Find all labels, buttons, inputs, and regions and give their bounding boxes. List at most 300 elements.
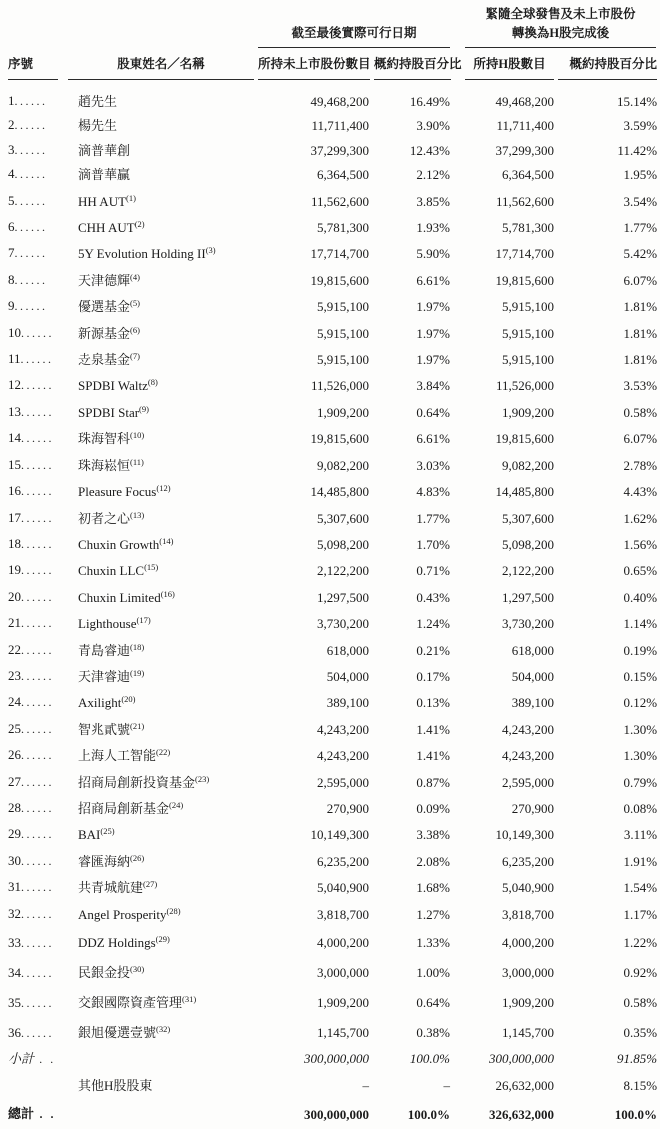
shareholders-table (8, 5, 658, 1129)
pct-after-cell: 1.56% (623, 536, 658, 552)
pct-after-cell: 0.08% (623, 800, 658, 816)
footnote-superscript: (26) (130, 852, 145, 863)
h-shares-cell: 2,595,000 (502, 774, 555, 790)
footnote-superscript: (6) (130, 324, 140, 335)
serial-cell: 36...... (8, 1025, 54, 1040)
name-cell (66, 926, 256, 956)
h-shares-cell: 326,632,000 (489, 1107, 555, 1122)
h-shares-cell: 1,297,500 (502, 589, 555, 605)
name-cell (66, 741, 256, 767)
pct-before-cell: 1.00% (416, 965, 451, 980)
unlisted-shares-cell: 14,485,800 (310, 484, 369, 500)
pct-after-cell: 3.54% (623, 193, 658, 209)
h-shares-cell: 3,730,200 (502, 616, 555, 632)
table-row (8, 80, 658, 113)
table-row (8, 239, 658, 265)
name-cell (66, 768, 256, 794)
unlisted-shares-cell: 389,100 (326, 695, 369, 711)
footnote-superscript: (25) (100, 826, 115, 837)
shareholder-name: 優選基金 (78, 299, 131, 315)
shareholder-name: BAI (78, 827, 101, 843)
unlisted-shares-cell: 2,595,000 (317, 774, 369, 790)
name-cell (66, 162, 256, 186)
footnote-superscript: (5) (130, 298, 140, 309)
serial-cell: 11...... (8, 351, 54, 367)
pct-after-cell: 6.07% (623, 431, 658, 447)
serial-cell: 6...... (8, 219, 48, 235)
h-shares-cell: 2,122,200 (502, 563, 555, 579)
name-cell (66, 1046, 256, 1073)
unlisted-shares-cell: 1,145,700 (317, 1025, 369, 1040)
h-shares-cell: 300,000,000 (489, 1051, 555, 1066)
h-shares-cell: 26,632,000 (495, 1077, 555, 1093)
h-shares-cell: 1,145,700 (502, 1025, 555, 1040)
shareholder-name: 趙先生 (78, 94, 118, 109)
serial-cell: 8...... (8, 271, 48, 287)
pct-before-cell: 12.43% (409, 142, 451, 158)
name-cell (66, 556, 256, 582)
name-cell (66, 715, 256, 741)
pct-before-cell: 3.85% (416, 193, 451, 209)
table-row (8, 138, 658, 162)
name-cell (66, 504, 256, 530)
shareholder-name: 5Y Evolution Holding II (78, 246, 206, 262)
footnote-superscript: (18) (130, 641, 145, 652)
h-shares-cell: 5,781,300 (502, 220, 555, 236)
unlisted-shares-cell: 1,909,200 (317, 995, 369, 1010)
unlisted-shares-cell: 5,915,100 (317, 299, 369, 315)
h-shares-cell: 14,485,800 (495, 484, 555, 500)
name-cell (66, 187, 256, 213)
pct-before-cell: 100.0% (407, 1107, 451, 1122)
table-row (8, 768, 658, 794)
pct-before-cell: 1.24% (416, 616, 451, 632)
column-header-row (8, 48, 658, 80)
h-shares-cell: 5,915,100 (502, 299, 555, 315)
pct-before-cell: 3.38% (416, 827, 451, 843)
footnote-superscript: (30) (130, 964, 145, 974)
shareholder-name: 招商局創新投資基金 (78, 774, 196, 790)
name-cell (66, 319, 256, 345)
pct-after-cell: 3.11% (623, 827, 658, 843)
footnote-superscript: (10) (130, 430, 145, 441)
serial-cell: 26...... (8, 747, 54, 763)
name-cell (66, 292, 256, 318)
shareholder-name: DDZ Holdings (78, 935, 156, 950)
group1-title: 截至最後實際可行日期 (291, 26, 417, 40)
shareholder-name: 交銀國際資產管理 (78, 995, 183, 1010)
table-row (8, 636, 658, 662)
pct-before-cell: 0.17% (416, 668, 451, 684)
pct-before-cell: 1.77% (416, 510, 451, 526)
unlisted-shares-cell: 19,815,600 (310, 431, 369, 447)
pct-before-cell: 1.70% (416, 536, 451, 552)
h-shares-cell: 618,000 (511, 642, 555, 658)
shareholder-name: 滴普華贏 (78, 167, 131, 183)
table-row (8, 504, 658, 530)
pct-before-cell: 1.41% (416, 721, 451, 737)
name-cell (66, 688, 256, 714)
shareholder-name: SPDBI Waltz (78, 378, 148, 394)
h-shares-cell: 3,818,700 (502, 906, 555, 922)
h-shares-cell: 19,815,600 (495, 272, 555, 288)
pct-after-cell: 0.15% (623, 668, 658, 684)
name-cell (66, 398, 256, 424)
shareholder-name: 青島睿迪 (78, 642, 131, 658)
name-cell (66, 873, 256, 899)
pct-after-cell: 3.53% (623, 378, 658, 394)
h-shares-cell: 6,235,200 (502, 853, 555, 869)
pct-after-cell: 91.85% (616, 1051, 658, 1066)
serial-cell: 33...... (8, 935, 54, 950)
pct-before-cell: 2.08% (416, 853, 451, 869)
pct-before-cell: 100.0% (409, 1051, 451, 1066)
pct-before-cell: 1.33% (416, 935, 451, 950)
unlisted-shares-cell: 11,526,000 (310, 378, 369, 394)
col-header-h-shares: 所持H股數目 (452, 48, 556, 80)
pct-before-cell: 1.41% (416, 748, 451, 764)
shareholder-name: 赱泉基金 (78, 352, 131, 368)
h-shares-cell: 1,909,200 (502, 995, 555, 1010)
name-cell (66, 1016, 256, 1046)
pct-after-cell: 2.78% (623, 457, 658, 473)
unlisted-shares-cell: 3,000,000 (317, 965, 369, 980)
footnote-superscript: (9) (139, 403, 149, 414)
unlisted-shares-cell: 5,307,600 (317, 510, 369, 526)
col-header-unlisted-shares: 所持未上市股份數目 (256, 48, 372, 80)
shareholder-name: Chuxin LLC (78, 563, 145, 579)
shareholder-name: SPDBI Star (78, 404, 140, 420)
shareholder-name: HH AUT (78, 193, 127, 209)
serial-cell: 14...... (8, 430, 54, 446)
pct-before-cell: 2.12% (416, 167, 451, 183)
pct-after-cell: 0.65% (623, 563, 658, 579)
name-cell (66, 477, 256, 503)
name-cell (66, 138, 256, 162)
name-cell (66, 847, 256, 873)
unlisted-shares-cell: 9,082,200 (317, 457, 369, 473)
pct-after-cell: 0.40% (623, 589, 658, 605)
pct-after-cell: 5.42% (623, 246, 658, 262)
footnote-superscript: (4) (130, 271, 140, 282)
pct-after-cell: 0.12% (623, 695, 658, 711)
pct-after-cell: 0.35% (623, 1025, 658, 1040)
pct-before-cell: 6.61% (416, 272, 451, 288)
serial-cell: 21...... (8, 615, 54, 631)
unlisted-shares-cell: 5,040,900 (317, 880, 369, 896)
pct-before-cell: – (443, 1077, 451, 1093)
serial-cell: 23...... (8, 667, 54, 683)
table-row (8, 847, 658, 873)
pct-before-cell: 0.64% (416, 404, 451, 420)
unlisted-shares-cell: 2,122,200 (317, 563, 369, 579)
pct-after-cell: 0.79% (623, 774, 658, 790)
unlisted-shares-cell: 5,098,200 (317, 536, 369, 552)
h-shares-cell: 389,100 (511, 695, 555, 711)
serial-cell: 2...... (8, 117, 48, 133)
serial-cell: 34...... (8, 965, 54, 980)
footnote-superscript: (11) (130, 456, 144, 467)
table-row (8, 187, 658, 213)
shareholder-name: Pleasure Focus (78, 484, 157, 500)
footnote-superscript: (15) (144, 562, 159, 573)
table-row (8, 1016, 658, 1046)
subtotal-label-cell: 小計 . . (8, 1051, 57, 1066)
h-shares-cell: 9,082,200 (502, 457, 555, 473)
table-row (8, 162, 658, 186)
shareholder-name: Lighthouse (78, 616, 137, 632)
table-row (8, 741, 658, 767)
pct-before-cell: 16.49% (409, 94, 451, 109)
table-row (8, 873, 658, 899)
shareholder-name: 民銀金投 (78, 965, 131, 980)
pct-before-cell: 0.21% (416, 642, 451, 658)
h-shares-cell: 11,711,400 (496, 118, 555, 134)
footnote-superscript: (20) (121, 694, 136, 705)
unlisted-shares-cell: 19,815,600 (310, 272, 369, 288)
name-cell: 其他H股股東 (78, 1077, 153, 1093)
footnote-superscript: (24) (169, 799, 184, 810)
table-row (8, 292, 658, 318)
group2-title-line1: 緊隨全球發售及未上市股份 (485, 7, 636, 21)
h-shares-cell: 270,900 (511, 800, 555, 816)
h-shares-cell: 1,909,200 (502, 404, 555, 420)
footnote-superscript: (16) (160, 588, 175, 599)
shareholder-name: Axilight (78, 695, 122, 711)
unlisted-shares-cell: 6,235,200 (317, 853, 369, 869)
table-row (8, 556, 658, 582)
shareholder-name: 睿匯海納 (78, 853, 131, 869)
name-cell (66, 213, 256, 239)
shareholder-name: 銀旭優選壹號 (78, 1025, 157, 1040)
pct-after-cell: 1.91% (623, 853, 658, 869)
table-row (8, 986, 658, 1016)
name-cell (66, 794, 256, 820)
footnote-superscript: (23) (195, 773, 210, 784)
footnote-superscript: (1) (126, 192, 136, 203)
shareholder-name: 新源基金 (78, 325, 131, 341)
name-cell (66, 986, 256, 1016)
unlisted-shares-cell: 11,562,600 (310, 193, 369, 209)
pct-after-cell: 1.14% (623, 616, 658, 632)
pct-after-cell: 1.54% (623, 880, 658, 896)
pct-after-cell: 0.19% (623, 642, 658, 658)
pct-after-cell: 4.43% (623, 484, 658, 500)
name-cell (66, 371, 256, 397)
unlisted-shares-cell: 5,915,100 (317, 325, 369, 341)
footnote-superscript: (32) (156, 1024, 171, 1034)
table-row (8, 319, 658, 345)
pct-before-cell: 0.87% (416, 774, 451, 790)
table-row (8, 371, 658, 397)
shareholder-name: 智兆貳號 (78, 721, 131, 737)
unlisted-shares-cell: – (362, 1077, 369, 1093)
shareholder-name: Chuxin Limited (78, 589, 161, 605)
pct-before-cell: 0.43% (416, 589, 451, 605)
shareholder-name: 滴普華創 (78, 142, 131, 158)
table-row (8, 451, 658, 477)
table-row (8, 477, 658, 503)
h-shares-cell: 5,307,600 (502, 510, 555, 526)
name-cell (66, 900, 256, 926)
name-cell (66, 956, 256, 986)
h-shares-cell: 3,000,000 (502, 965, 555, 980)
h-shares-cell: 10,149,300 (495, 827, 555, 843)
shareholder-name: 初者之心 (78, 510, 131, 526)
serial-cell: 31...... (8, 879, 54, 895)
name-cell (66, 636, 256, 662)
footnote-superscript: (27) (143, 879, 158, 890)
pct-after-cell: 0.58% (623, 995, 658, 1010)
pct-after-cell: 1.81% (623, 325, 658, 341)
name-cell (66, 583, 256, 609)
pct-before-cell: 1.97% (416, 299, 451, 315)
pct-after-cell: 1.62% (623, 510, 658, 526)
pct-before-cell: 0.09% (416, 800, 451, 816)
group2-title-line2: 轉換為H股完成後 (511, 26, 610, 40)
serial-cell: 3...... (8, 141, 48, 157)
shareholder-name: Chuxin Growth (78, 536, 160, 552)
pct-after-cell: 1.17% (623, 906, 658, 922)
col-header-serial: 序號 (8, 48, 66, 80)
table-body (8, 80, 658, 1046)
pct-after-cell: 1.30% (623, 748, 658, 764)
subtotal-row (8, 1046, 658, 1073)
serial-cell: 7...... (8, 245, 48, 261)
serial-cell: 35...... (8, 995, 54, 1010)
pct-after-cell: 1.22% (623, 935, 658, 950)
pct-before-cell: 3.90% (416, 118, 451, 134)
table-row (8, 662, 658, 688)
pct-after-cell: 15.14% (616, 94, 658, 109)
serial-cell: 5...... (8, 192, 48, 208)
name-cell (66, 662, 256, 688)
serial-cell: 12...... (8, 377, 54, 393)
pct-after-cell: 3.59% (623, 118, 658, 134)
shareholder-name: 楊先生 (78, 118, 118, 134)
unlisted-shares-cell: 3,730,200 (317, 616, 369, 632)
shareholder-name: 天津睿迪 (78, 668, 131, 684)
serial-cell: 30...... (8, 852, 54, 868)
pct-before-cell: 0.38% (416, 1025, 451, 1040)
unlisted-shares-cell: 5,781,300 (317, 220, 369, 236)
footnote-superscript: (28) (166, 905, 181, 916)
pct-before-cell: 0.71% (416, 563, 451, 579)
h-shares-cell: 6,364,500 (502, 167, 555, 183)
h-shares-cell: 504,000 (511, 668, 555, 684)
footnote-superscript: (2) (134, 219, 145, 230)
pct-after-cell: 6.07% (623, 272, 658, 288)
serial-cell: 17...... (8, 509, 54, 525)
h-shares-cell: 37,299,300 (495, 142, 555, 158)
name-cell (66, 113, 256, 137)
name-cell (66, 424, 256, 450)
h-shares-cell: 11,526,000 (495, 378, 555, 394)
h-shares-cell: 5,915,100 (502, 325, 555, 341)
group-header-latest-practicable-date (256, 5, 452, 48)
table-row (8, 398, 658, 424)
footnote-superscript: (21) (130, 720, 145, 731)
h-shares-cell: 49,468,200 (495, 94, 555, 109)
pct-before-cell: 3.84% (416, 378, 451, 394)
name-cell (66, 530, 256, 556)
unlisted-shares-cell: 11,711,400 (311, 118, 369, 134)
unlisted-shares-cell: 504,000 (326, 668, 369, 684)
unlisted-shares-cell: 5,915,100 (317, 352, 369, 368)
h-shares-cell: 4,243,200 (502, 721, 555, 737)
footnote-superscript: (31) (182, 994, 197, 1004)
pct-after-cell: 1.81% (623, 352, 658, 368)
name-cell (66, 266, 256, 292)
pct-after-cell: 0.58% (623, 404, 658, 420)
table-row (8, 530, 658, 556)
table-row (8, 266, 658, 292)
shareholder-name: 招商局創新基金 (78, 800, 170, 816)
unlisted-shares-cell: 300,000,000 (304, 1107, 369, 1122)
serial-cell: 32...... (8, 905, 54, 921)
unlisted-shares-cell: 300,000,000 (304, 1051, 369, 1066)
h-shares-cell: 17,714,700 (495, 246, 555, 262)
table-row (8, 609, 658, 635)
col-header-approx-pct-after: 概約持股百分比 (556, 48, 658, 80)
serial-cell: 16...... (8, 483, 54, 499)
table-row (8, 926, 658, 956)
table-row (8, 113, 658, 137)
other-h-shareholders-row (8, 1073, 658, 1100)
h-shares-cell: 11,562,600 (495, 193, 555, 209)
total-label-cell: 總計 . . (8, 1106, 57, 1121)
h-shares-cell: 19,815,600 (495, 431, 555, 447)
name-cell (66, 239, 256, 265)
h-shares-cell: 4,243,200 (502, 748, 555, 764)
pct-before-cell: 0.13% (416, 695, 451, 711)
pct-after-cell: 100.0% (614, 1107, 658, 1122)
serial-cell: 28...... (8, 799, 54, 815)
unlisted-shares-cell: 618,000 (326, 642, 369, 658)
shareholder-name: 珠海智科 (78, 431, 131, 447)
pct-before-cell: 1.97% (416, 325, 451, 341)
table-row (8, 345, 658, 371)
group-header-row (8, 5, 658, 48)
unlisted-shares-cell: 270,900 (326, 800, 369, 816)
unlisted-shares-cell: 49,468,200 (310, 94, 369, 109)
h-shares-cell: 5,915,100 (502, 352, 555, 368)
table-row (8, 794, 658, 820)
pct-after-cell: 8.15% (623, 1077, 658, 1093)
shareholder-name: 珠海崧恒 (78, 457, 131, 473)
pct-after-cell: 1.30% (623, 721, 658, 737)
table-row (8, 424, 658, 450)
pct-after-cell: 1.81% (623, 299, 658, 315)
serial-cell: 1...... (8, 93, 48, 108)
total-row (8, 1099, 658, 1129)
shareholder-name: 共青城航建 (78, 880, 144, 896)
serial-cell: 10...... (8, 324, 54, 340)
serial-cell: 9...... (8, 298, 48, 314)
unlisted-shares-cell: 4,243,200 (317, 748, 369, 764)
footnote-superscript: (7) (130, 351, 140, 362)
unlisted-shares-cell: 4,243,200 (317, 721, 369, 737)
name-cell (66, 609, 256, 635)
table-row (8, 956, 658, 986)
pct-before-cell: 3.03% (416, 457, 451, 473)
footnote-superscript: (17) (136, 615, 151, 626)
pct-after-cell: 11.42% (617, 142, 658, 158)
serial-cell: 13...... (8, 403, 54, 419)
pct-before-cell: 4.83% (416, 484, 451, 500)
serial-cell: 25...... (8, 720, 54, 736)
shareholder-name: 天津德輝 (78, 272, 131, 288)
